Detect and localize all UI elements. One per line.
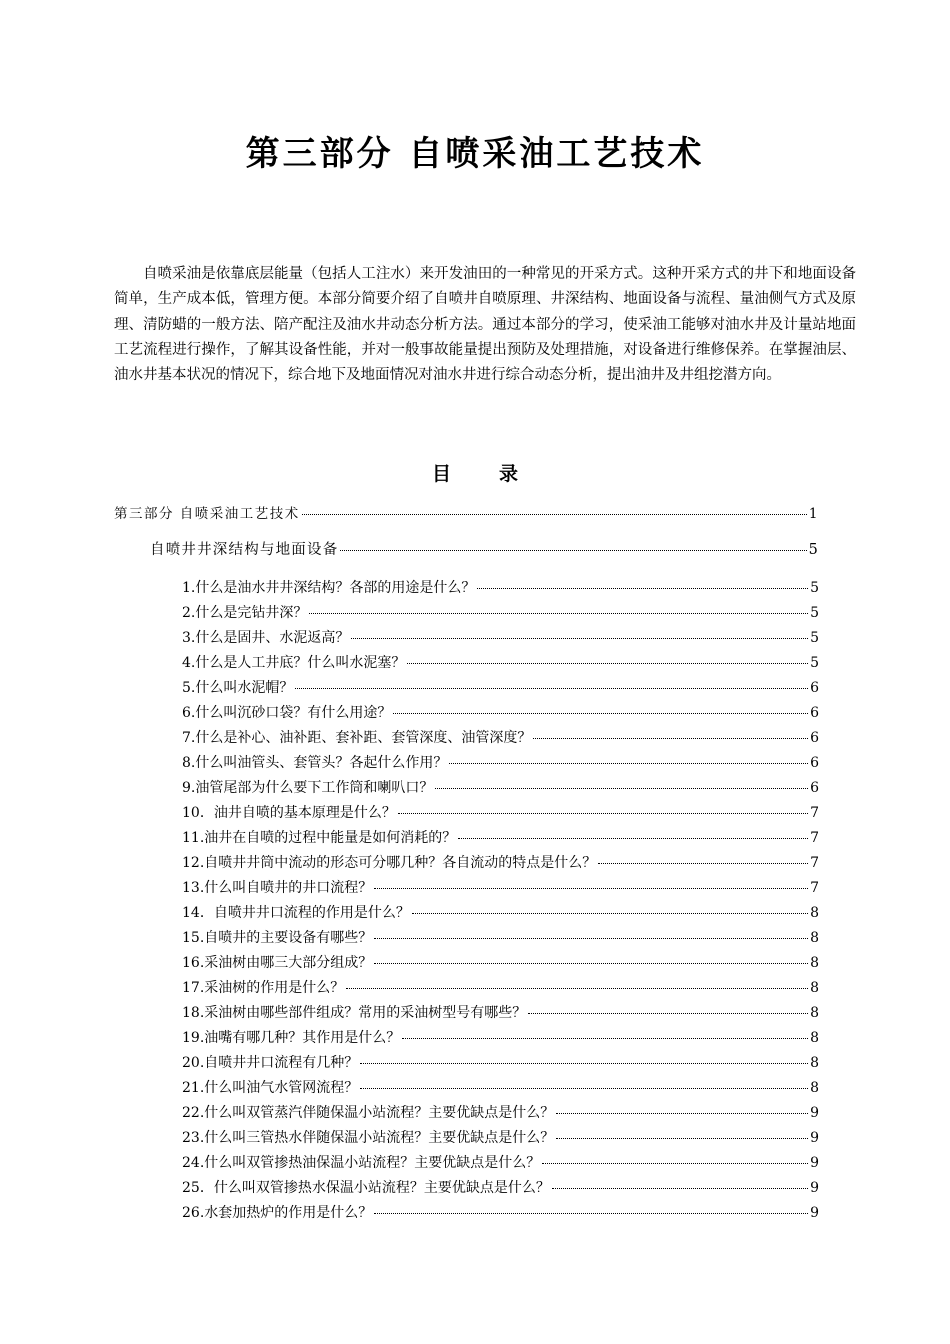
toc-leader-dots	[346, 988, 808, 989]
toc-item-page: 8	[810, 905, 819, 921]
toc-item[interactable]	[182, 751, 819, 775]
toc-item[interactable]	[182, 576, 819, 600]
toc-item-page: 8	[810, 1080, 819, 1096]
toc-item[interactable]	[182, 801, 819, 825]
toc-heading-left: 目	[431, 463, 451, 485]
toc-item-page: 9	[810, 1180, 819, 1196]
toc-item[interactable]	[182, 876, 819, 900]
toc-leader-dots	[552, 1188, 808, 1189]
toc-item-page: 8	[810, 955, 819, 971]
toc-item[interactable]	[182, 676, 819, 700]
toc-item-label: 24.什么叫双管掺热油保温小站流程？主要优缺点是什么？	[182, 1155, 541, 1171]
toc-item-label: 11.油井在自喷的过程中能量是如何消耗的？	[182, 830, 457, 846]
toc-item-page: 9	[810, 1130, 819, 1146]
toc-item-page: 6	[810, 730, 819, 746]
toc-leader-dots	[360, 1088, 808, 1089]
toc-item[interactable]	[182, 726, 819, 750]
toc-item-label: 2.什么是完钻井深？	[182, 605, 308, 621]
toc-item-label: 10．油井自喷的基本原理是什么？	[182, 805, 396, 821]
toc-leader-dots	[360, 1063, 808, 1064]
toc-item-page: 9	[810, 1105, 819, 1121]
toc-item-label: 3.什么是固井、水泥返高？	[182, 630, 350, 646]
toc-item-page: 7	[810, 830, 819, 846]
toc-item[interactable]	[182, 1051, 819, 1075]
toc-item[interactable]	[182, 776, 819, 800]
toc-entry-page: 1	[808, 506, 819, 522]
toc-item-label: 17.采油树的作用是什么？	[182, 980, 345, 996]
toc-item-page: 9	[810, 1205, 819, 1221]
toc-item-page: 9	[810, 1155, 819, 1171]
toc-item[interactable]	[182, 1101, 819, 1125]
toc-entry-label: 自喷井井深结构与地面设备	[150, 542, 339, 558]
toc-item-label: 18.采油树由哪些部件组成？常用的采油树型号有哪些？	[182, 1005, 527, 1021]
toc-leader-dots	[598, 863, 808, 864]
toc-leader-dots	[351, 638, 808, 639]
toc-leader-dots	[412, 913, 808, 914]
toc-leader-dots	[449, 763, 808, 764]
toc-item-label: 15.自喷井的主要设备有哪些？	[182, 930, 373, 946]
toc-item-page: 5	[810, 605, 819, 621]
toc-item[interactable]	[182, 701, 819, 725]
toc-item-page: 7	[810, 805, 819, 821]
toc-item-label: 23.什么叫三管热水伴随保温小站流程？主要优缺点是什么？	[182, 1130, 555, 1146]
toc-entry-part3[interactable]	[114, 502, 819, 526]
toc-item[interactable]	[182, 926, 819, 950]
toc-leader-dots	[407, 663, 808, 664]
toc-item[interactable]	[182, 1126, 819, 1150]
toc-item-label: 19.油嘴有哪几种？其作用是什么？	[182, 1030, 401, 1046]
toc-item-page: 8	[810, 1030, 819, 1046]
toc-leader-dots	[374, 963, 808, 964]
toc-entry-section[interactable]	[150, 538, 819, 562]
toc-entry-page: 5	[808, 542, 819, 558]
toc-item-label: 5.什么叫水泥帽？	[182, 680, 294, 696]
toc-item-page: 7	[810, 855, 819, 871]
toc-item[interactable]	[182, 1001, 819, 1025]
toc-item-label: 16.采油树由哪三大部分组成？	[182, 955, 373, 971]
toc-item[interactable]	[182, 1076, 819, 1100]
toc-item-label: 22.什么叫双管蒸汽伴随保温小站流程？主要优缺点是什么？	[182, 1105, 555, 1121]
toc-item-label: 9.油管尾部为什么要下工作筒和喇叭口？	[182, 780, 434, 796]
toc-item-page: 8	[810, 1005, 819, 1021]
toc-item-page: 6	[810, 755, 819, 771]
toc-item[interactable]	[182, 1201, 819, 1225]
toc-item-page: 6	[810, 680, 819, 696]
toc-item[interactable]	[182, 1026, 819, 1050]
toc-item[interactable]	[182, 1151, 819, 1175]
toc-leader-dots	[533, 738, 808, 739]
toc-leader-dots	[435, 788, 808, 789]
toc-leader-dots	[542, 1163, 808, 1164]
toc-leader-dots	[340, 550, 806, 551]
toc-item-label: 14．自喷井井口流程的作用是什么？	[182, 905, 410, 921]
toc-item-label: 6.什么叫沉砂口袋？有什么用途？	[182, 705, 392, 721]
toc-item[interactable]	[182, 601, 819, 625]
toc-item-page: 8	[810, 980, 819, 996]
toc-leader-dots	[309, 613, 808, 614]
toc-item-label: 1.什么是油水井井深结构？各部的用途是什么？	[182, 580, 476, 596]
toc-item-label: 4.什么是人工井底？什么叫水泥塞？	[182, 655, 406, 671]
toc-entry-label: 第三部分 自喷采油工艺技术	[114, 506, 300, 522]
toc-item[interactable]	[182, 901, 819, 925]
toc-item[interactable]	[182, 651, 819, 675]
document-title: 第三部分 自喷采油工艺技术	[245, 134, 705, 174]
toc-leader-dots	[477, 588, 808, 589]
toc-leader-dots	[374, 1213, 808, 1214]
toc-leader-dots	[402, 1038, 808, 1039]
toc-leader-dots	[556, 1138, 808, 1139]
toc-item-label: 25．什么叫双管掺热水保温小站流程？主要优缺点是什么？	[182, 1180, 550, 1196]
toc-item-label: 26.水套加热炉的作用是什么？	[182, 1205, 373, 1221]
toc-item-label: 8.什么叫油管头、套管头？各起什么作用？	[182, 755, 448, 771]
toc-item-page: 8	[810, 1055, 819, 1071]
toc-item-label: 7.什么是补心、油补距、套补距、套管深度、油管深度？	[182, 730, 532, 746]
toc-leader-dots	[556, 1113, 808, 1114]
toc-item[interactable]	[182, 826, 819, 850]
toc-item[interactable]	[182, 626, 819, 650]
toc-item-page: 5	[810, 655, 819, 671]
toc-leader-dots	[528, 1013, 808, 1014]
toc-item-page: 6	[810, 780, 819, 796]
toc-leader-dots	[398, 813, 808, 814]
toc-item-page: 7	[810, 880, 819, 896]
intro-paragraph: 自喷采油是依靠底层能量（包括人工注水）来开发油田的一种常见的开采方式。这种开采方式的井下和地面设备简单，生产成本低，管理方便。本部分简要介绍了自喷井自喷原理、井深结构、地面设备与流程、量油侧气方式及原理、清防蜡的一般方法、陪产配注及油水井动态分析方法。通过本部分的学习，使采油工能够对油水井及计量站地面工艺流程进行操作，了解其设备性能，并对一般事故能量提出预防及处理措施，对设备进行维修保养。在掌握油层、油水井基本状况的情况下，综合地下及地面情况对油水井进行综合动态分析，提出油井及井组挖潜方向。	[114, 266, 856, 384]
toc-item-page: 6	[810, 705, 819, 721]
toc-item[interactable]	[182, 951, 819, 975]
toc-item-page: 8	[810, 930, 819, 946]
toc-item[interactable]	[182, 851, 819, 875]
toc-item[interactable]	[182, 976, 819, 1000]
toc-item-label: 21.什么叫油气水管网流程？	[182, 1080, 359, 1096]
toc-leader-dots	[374, 938, 808, 939]
toc-leader-dots	[393, 713, 808, 714]
toc-leader-dots	[458, 838, 808, 839]
toc-leader-dots	[374, 888, 808, 889]
toc-item-page: 5	[810, 630, 819, 646]
toc-heading-right: 录	[499, 463, 519, 485]
toc-item-label: 13.什么叫自喷井的井口流程？	[182, 880, 373, 896]
toc-item-label: 12.自喷井井筒中流动的形态可分哪几种？各自流动的特点是什么？	[182, 855, 597, 871]
toc-item[interactable]	[182, 1176, 819, 1200]
toc-item-label: 20.自喷井井口流程有几种？	[182, 1055, 359, 1071]
toc-item-page: 5	[810, 580, 819, 596]
toc-heading	[0, 460, 950, 488]
toc-leader-dots	[295, 688, 808, 689]
toc-leader-dots	[302, 514, 807, 515]
